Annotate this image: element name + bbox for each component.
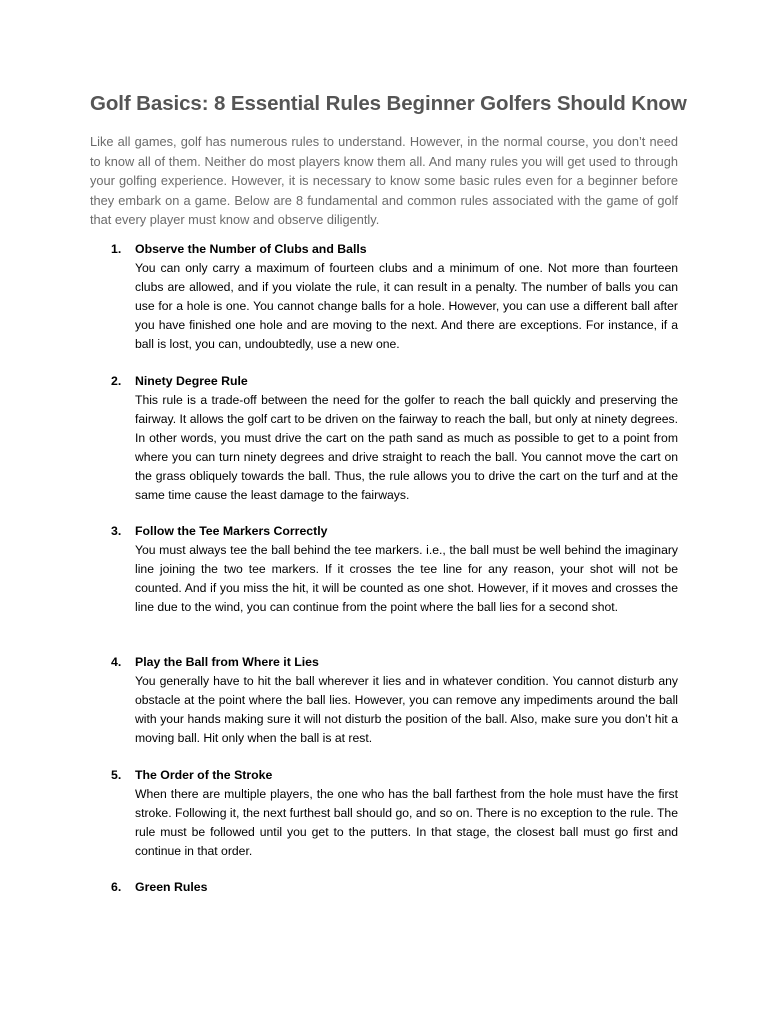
rule-heading: Follow the Tee Markers Correctly bbox=[135, 524, 328, 538]
rule-item bbox=[90, 522, 678, 617]
rule-heading: Play the Ball from Where it Lies bbox=[135, 655, 319, 669]
rule-number: 3. bbox=[111, 524, 122, 538]
rule-item bbox=[90, 372, 678, 505]
rule-body: You generally have to hit the ball wherever it lies and in whatever condition. You cannot disturb any obstacle at the point where the ball lies. However, you can remove any impediments around the ball with your hands making sure it will not disturb the position of the ball. Also, make sure you don’t hit a moving ball. Hit only when the ball is at rest. bbox=[135, 674, 678, 745]
rule-item bbox=[90, 766, 678, 861]
page-title: Golf Basics: 8 Essential Rules Beginner Golfers Should Know bbox=[90, 92, 687, 115]
rule-item bbox=[90, 653, 678, 748]
rule-number: 6. bbox=[111, 880, 122, 894]
rule-item bbox=[90, 878, 678, 897]
rule-body: When there are multiple players, the one who has the ball farthest from the hole must have the first stroke. Following it, the next furthest ball should go, and so on. There is no exception to the rule. The rule must be followed until you get to the putters. In that stage, the closest ball must go first and continue in that order. bbox=[135, 787, 678, 858]
rule-number: 2. bbox=[111, 374, 122, 388]
rule-item bbox=[90, 240, 678, 354]
rule-body: This rule is a trade-off between the need for the golfer to reach the ball quickly and preserving the fairway. It allows the golf cart to be driven on the fairway to reach the ball, but only at ninety degrees. In other words, you must drive the cart on the path sand as much as possible to get to a point from where you can turn ninety degrees and drive straight to reach the ball. You cannot move the cart on the grass obliquely towards the ball. Thus, the rule allows you to drive the cart on the turf and at the same time cause the least damage to the fairways. bbox=[135, 393, 678, 502]
rule-heading: Ninety Degree Rule bbox=[135, 374, 248, 388]
rule-number: 4. bbox=[111, 655, 122, 669]
rule-body: You must always tee the ball behind the tee markers. i.e., the ball must be well behind the imaginary line joining the two tee markers. If it crosses the tee line for any reason, your shot will not be counted. And if you miss the hit, it will be counted as one shot. However, if it moves and crosses the line due to the wind, you can continue from the point where the ball lies for a second shot. bbox=[135, 543, 678, 614]
intro-paragraph: Like all games, golf has numerous rules to understand. However, in the normal course, you don’t need to know all of them. Neither do most players know them all. And many rules you will get used to through your golfing experience. However, it is necessary to know some basic rules even for a beginner before they embark on a game. Below are 8 fundamental and common rules associated with the game of golf that every player must know and observe diligently. bbox=[90, 134, 678, 228]
rule-heading: Green Rules bbox=[135, 880, 208, 894]
rule-number: 1. bbox=[111, 242, 122, 256]
rule-heading: Observe the Number of Clubs and Balls bbox=[135, 242, 367, 256]
rule-number: 5. bbox=[111, 768, 122, 782]
rule-body: You can only carry a maximum of fourteen clubs and a minimum of one. Not more than fourteen clubs are allowed, and if you violate the rule, it can result in a penalty. The number of balls you can use for a hole is one. You cannot change balls for a hole. However, you can use a different ball after you have finished one hole and are moving to the next. And there are exceptions. For instance, if a ball is lost, you can, undoubtedly, use a new one. bbox=[135, 261, 678, 351]
rule-heading: The Order of the Stroke bbox=[135, 768, 273, 782]
